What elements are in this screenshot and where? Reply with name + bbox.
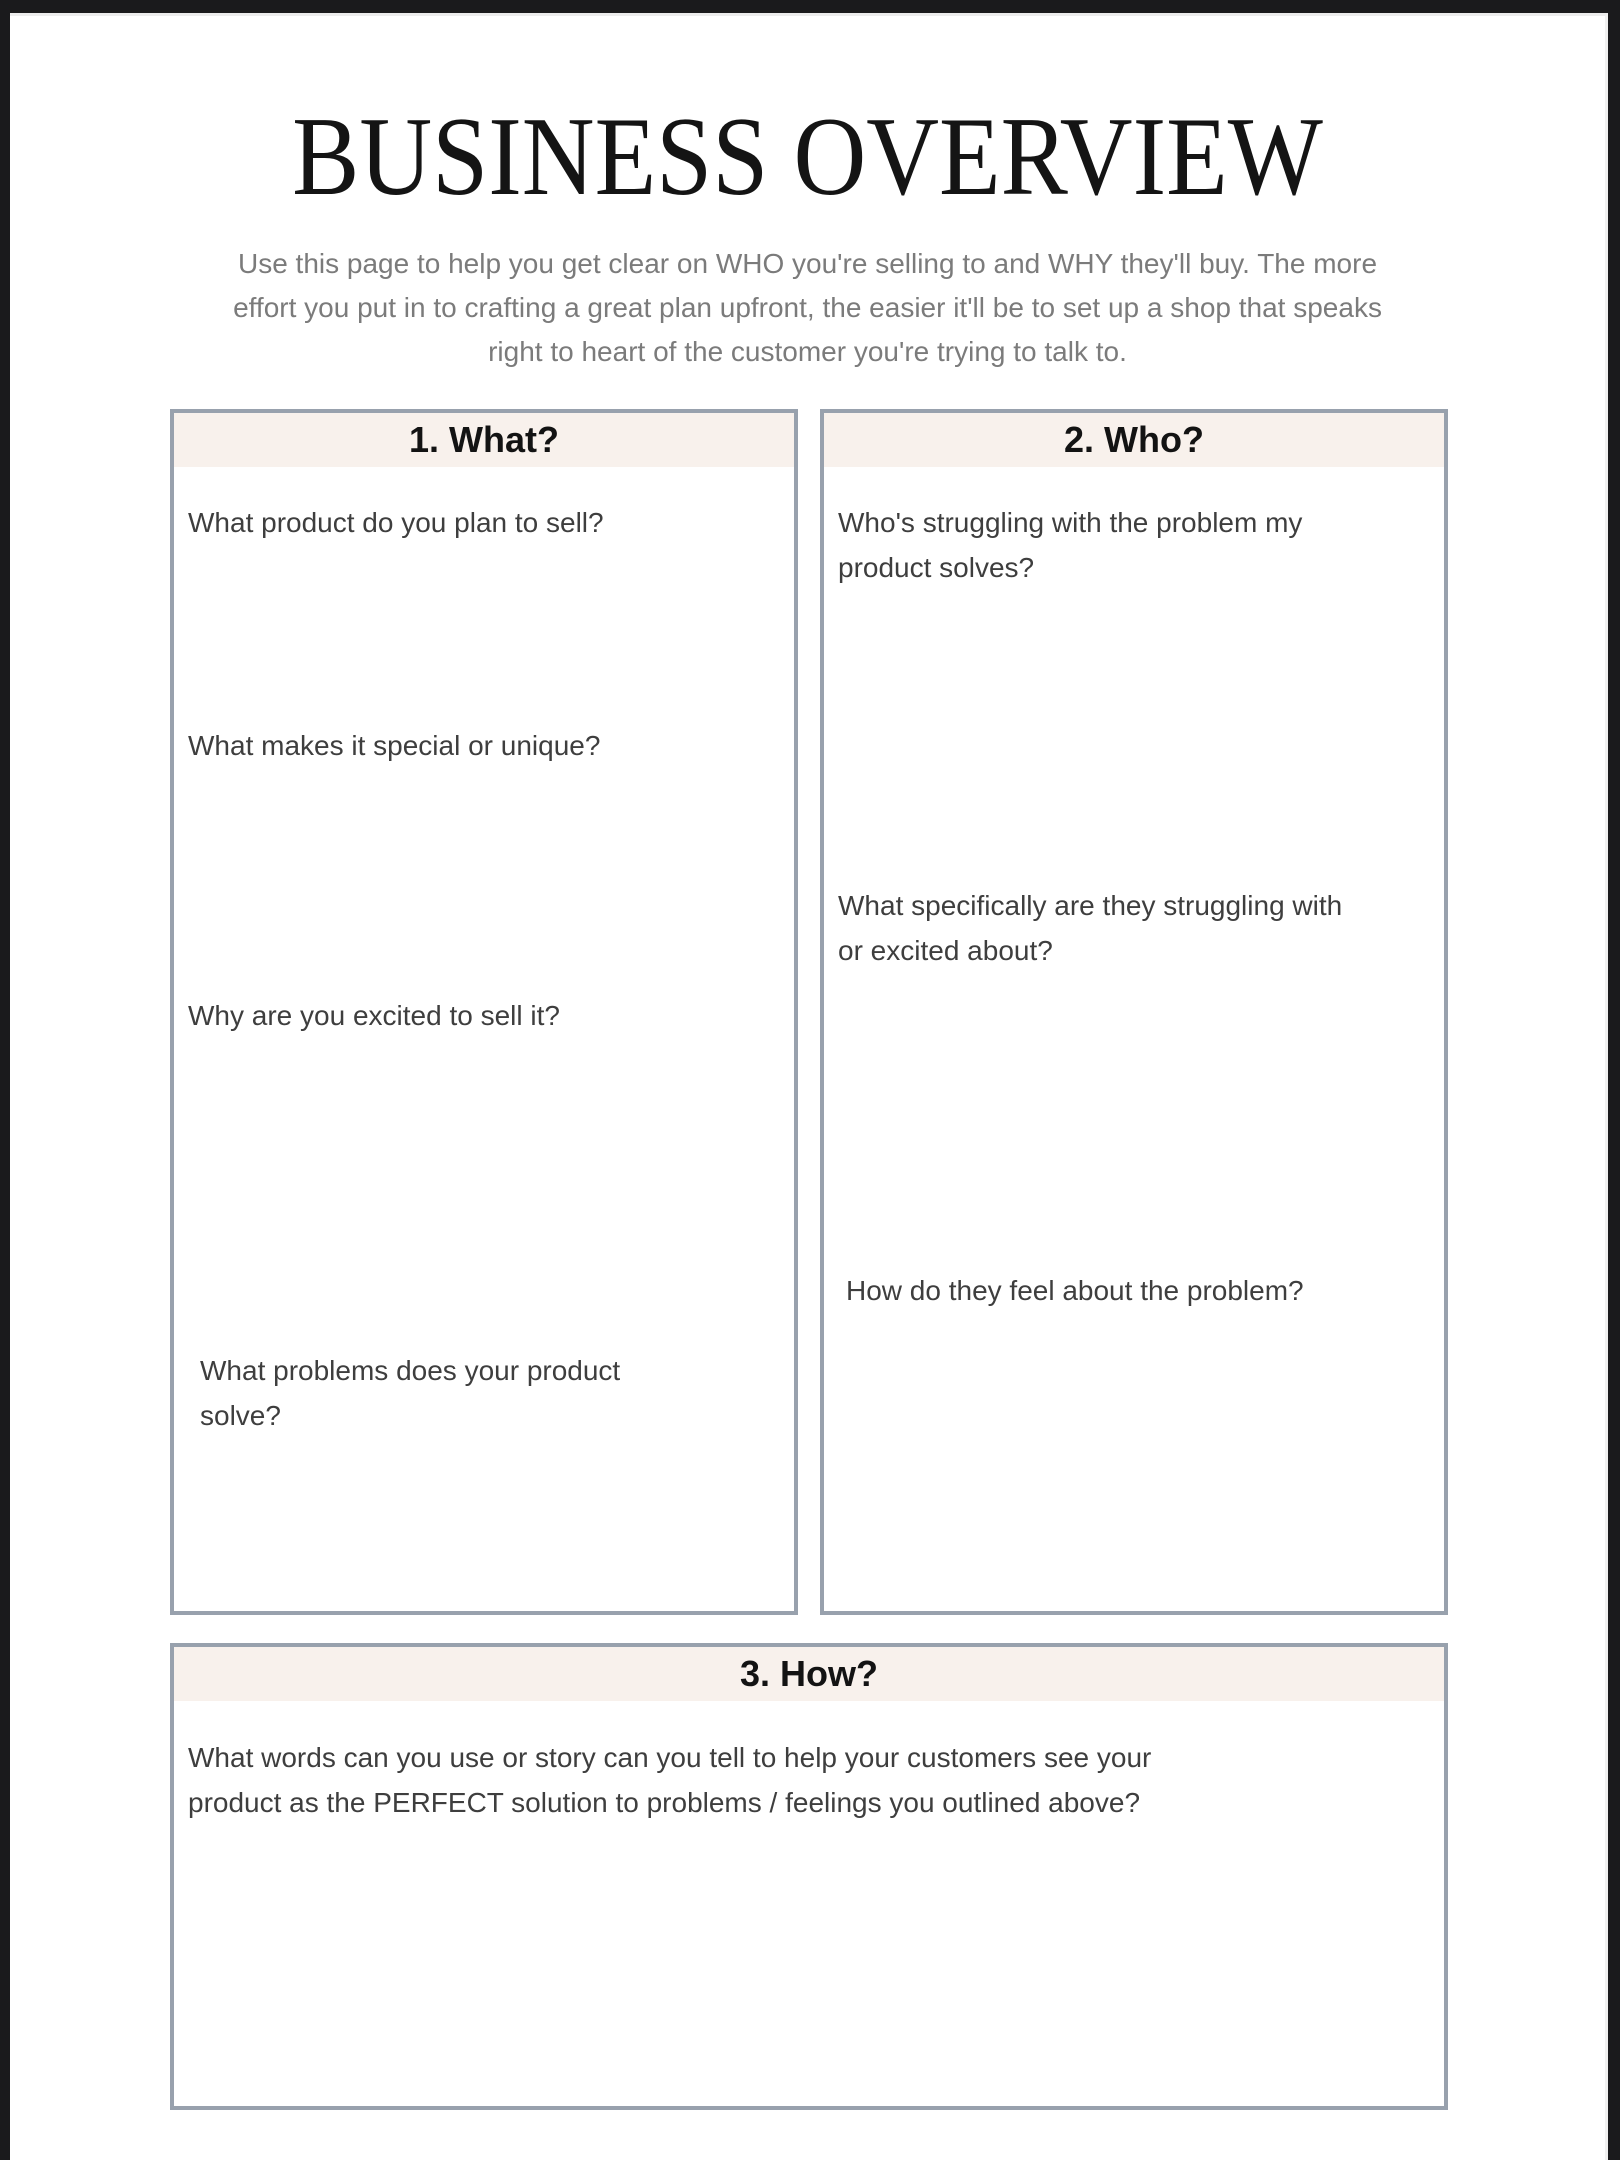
section-how-header-label: 3. How?	[739, 1653, 878, 1694]
question-problems-solved: What problems does your product solve?	[200, 1355, 621, 1431]
section-how	[170, 1643, 1448, 2110]
section-who-header	[824, 413, 1444, 467]
section-who	[820, 409, 1448, 1615]
question-words-or-story: What words can you use or story can you tell to help your customers see your product as the PERFECT solution to problems / feelings you outlined above?	[188, 1742, 1152, 1818]
question-excited-to-sell: Why are you excited to sell it?	[188, 1000, 560, 1031]
page-title: BUSINESS OVERVIEW	[292, 95, 1323, 219]
page-subtitle: Use this page to help you get clear on WHO you're selling to and WHY they'll buy. The more effort you put in to crafting a great plan upfront, the easier it'll be to set up a shop that speaks right to heart of the customer you're trying to talk to.	[233, 248, 1382, 367]
question-struggling-or-excited: What specifically are they struggling with or excited about?	[838, 890, 1343, 966]
section-what	[170, 409, 798, 1615]
section-what-header	[174, 413, 794, 467]
section-who-header-label: 2. Who?	[1064, 419, 1204, 460]
worksheet-page	[10, 13, 1608, 2160]
section-what-header-label: 1. What?	[409, 419, 559, 460]
question-product-to-sell: What product do you plan to sell?	[188, 507, 604, 538]
viewer-frame-top	[0, 0, 1620, 13]
question-feel-about-problem: How do they feel about the problem?	[846, 1275, 1304, 1306]
section-how-header	[174, 1647, 1444, 1701]
viewer-frame-right	[1608, 0, 1620, 2160]
question-special-or-unique: What makes it special or unique?	[188, 730, 601, 761]
question-who-struggles: Who's struggling with the problem my product solves?	[838, 507, 1303, 583]
viewer-frame-left	[0, 0, 10, 2160]
